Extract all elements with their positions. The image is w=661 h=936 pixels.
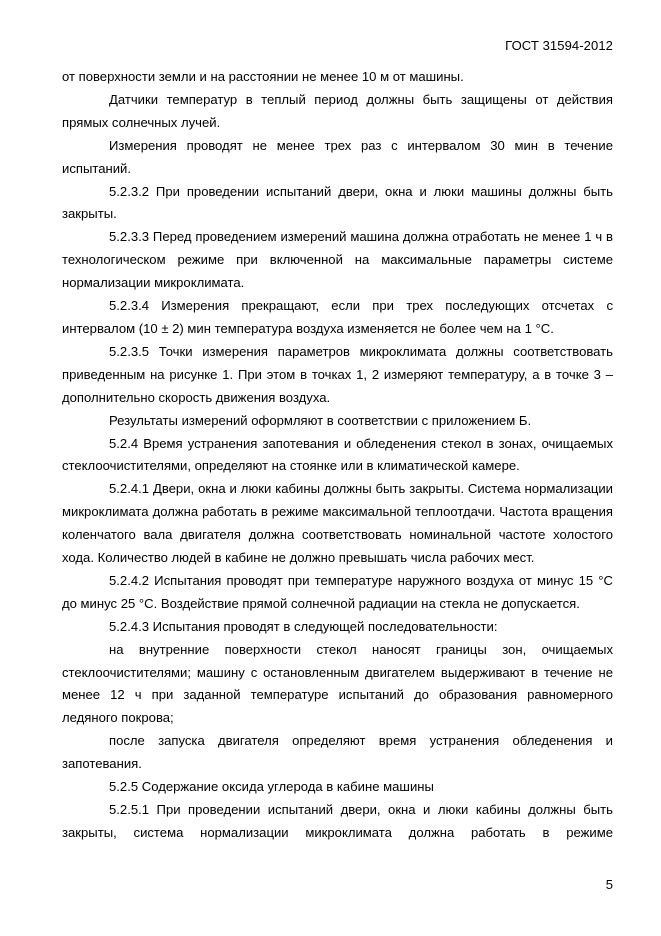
body-paragraph: 5.2.4.2 Испытания проводят при температуре наружного воздуха от минус 15 °С до минус 25 °С. Воздействие прямой солнечной радиации на стекла не допускается. (62, 572, 613, 611)
document-standard-header: ГОСТ 31594-2012 (505, 38, 613, 53)
body-paragraph: 5.2.3.4 Измерения прекращают, если при трех последующих отсчетах с интервалом (10 ± 2) мин температура воздуха изменяется не более чем на 1 °С. (62, 298, 613, 336)
body-paragraph: 5.2.5 Содержание оксида углерода в кабине машины (109, 779, 434, 795)
body-paragraph: от поверхности земли и на расстоянии не менее 10 м от машины. (62, 69, 464, 84)
body-paragraph: Датчики температур в теплый период должны быть защищены от действия прямых солнечных лучей. (62, 91, 613, 130)
body-paragraph: на внутренние поверхности стекол наносят границы зон, очищаемых стеклоочистителями; машину с остановленным двигателем выдерживают в течение не менее 12 ч при заданной температуре испытаний до образования равномерного ледяного покрова; (62, 641, 613, 726)
body-paragraph: 5.2.4.1 Двери, окна и люки кабины должны быть закрыты. Система нормализации микроклимата должна работать в режиме максимальной теплоотдачи. Частота вращения коленчатого вала двигателя должна соответствовать номинальной частоте холостого хода. Количество людей в кабине не должно превышать числа рабочих мест. (62, 481, 613, 566)
body-paragraph: Результаты измерений оформляют в соответствии с приложением Б. (109, 412, 532, 428)
document-body (62, 66, 613, 845)
body-paragraph: 5.2.3.2 При проведении испытаний двери, окна и люки машины должны быть закрыты. (62, 183, 613, 222)
body-paragraph: 5.2.5.1 При проведении испытаний двери, окна и люки кабины должны быть закрыты, система нормализации микроклимата должна работать в режиме (62, 802, 613, 840)
body-paragraph: Измерения проводят не менее трех раз с интервалом 30 мин в течение испытаний. (62, 137, 613, 176)
body-paragraph: 5.2.4.3 Испытания проводят в следующей последовательности: (109, 618, 498, 634)
body-paragraph: после запуска двигателя определяют время устранения обледенения и запотевания. (62, 733, 613, 772)
page-number: 5 (605, 877, 613, 892)
body-paragraph: 5.2.3.5 Точки измерения параметров микроклимата должны соответствовать приведенным на рисунке 1. При этом в точках 1, 2 измеряют температуру, а в точке 3 – дополнительно скорость движения воздуха. (62, 343, 613, 405)
body-paragraph: 5.2.4 Время устранения запотевания и обледенения стекол в зонах, очищаемых стеклоочистителями, определяют на стоянке или в климатической камере. (62, 435, 613, 474)
body-paragraph: 5.2.3.3 Перед проведением измерений машина должна отработать не менее 1 ч в технологическом режиме при включенной на максимальные параметры системе нормализации микроклимата. (62, 229, 613, 291)
